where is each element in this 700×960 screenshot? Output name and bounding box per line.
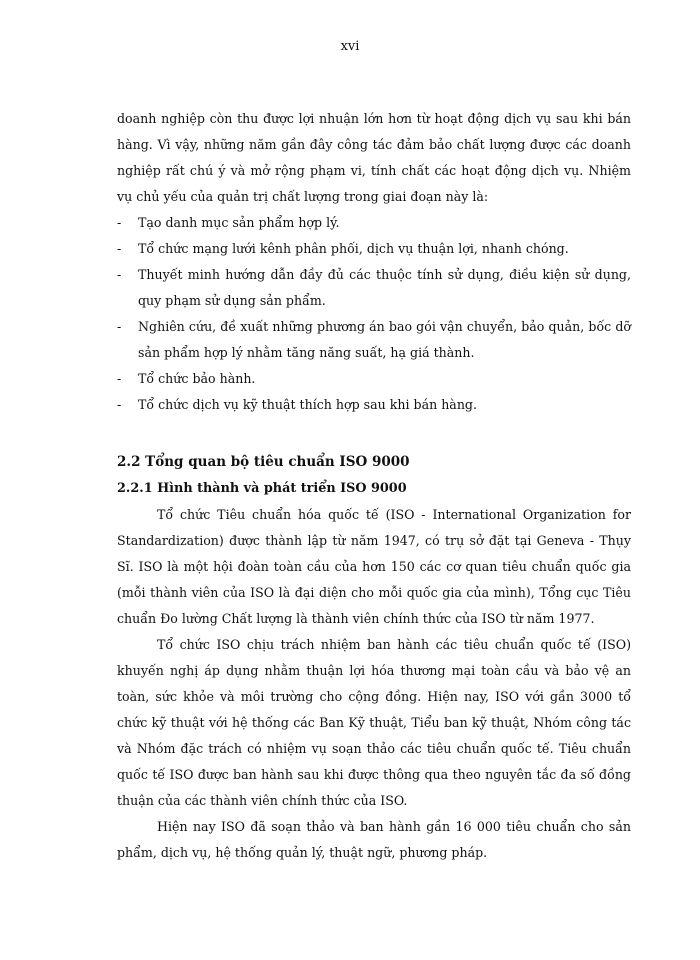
body-paragraph: Tổ chức Tiêu chuẩn hóa quốc tế (ISO - International Organization for Standardization) được thành lập từ năm 1947, có trụ sở đặt tại Geneva - Thụy Sĩ. ISO là một hội đoàn toàn cầu của hơn 150 các cơ quan tiêu chuẩn quốc gia (mỗi thành viên của ISO là đại diện cho mỗi quốc gia của mình), Tổng cục Tiêu chuẩn Đo lường Chất lượng là thành viên chính thức của ISO từ năm 1977.	[117, 507, 631, 626]
body-paragraph: Tổ chức ISO chịu trách nhiệm ban hành các tiêu chuẩn quốc tế (ISO) khuyến nghị áp dụng nhằm thuận lợi hóa thương mại toàn cầu và bảo vệ an toàn, sức khỏe và môi trường cho cộng đồng. Hiện nay, ISO với gần 3000 tổ chức kỹ thuật với hệ thống các Ban Kỹ thuật, Tiểu ban kỹ thuật, Nhóm công tác và Nhóm đặc trách có nhiệm vụ soạn thảo các tiêu chuẩn quốc tế. Tiêu chuẩn quốc tế ISO được ban hành sau khi được thông qua theo nguyên tắc đa số đồng thuận của các thành viên chính thức của ISO.	[117, 637, 631, 808]
list-item	[117, 210, 631, 236]
list-item-text: Tạo danh mục sản phẩm hợp lý.	[138, 215, 340, 230]
dash-bullet: -	[117, 371, 122, 386]
dash-bullet: -	[117, 267, 122, 282]
section-heading: 2.2 Tổng quan bộ tiêu chuẩn ISO 9000	[117, 454, 410, 470]
task-list	[117, 210, 631, 418]
list-item-text: Tổ chức mạng lưới kênh phân phối, dịch vụ thuận lợi, nhanh chóng.	[138, 241, 569, 256]
page-content	[117, 106, 631, 866]
dash-bullet: -	[117, 319, 122, 334]
dash-bullet: -	[117, 241, 122, 256]
page-number: xvi	[340, 39, 360, 54]
subsection-heading: 2.2.1 Hình thành và phát triển ISO 9000	[117, 481, 407, 496]
list-item	[117, 392, 631, 418]
list-item-text: Tổ chức dịch vụ kỹ thuật thích hợp sau khi bán hàng.	[138, 397, 477, 412]
list-item	[117, 262, 631, 314]
list-item	[117, 366, 631, 392]
dash-bullet: -	[117, 397, 122, 412]
list-item-text: Nghiên cứu, đề xuất những phương án bao gói vận chuyển, bảo quản, bốc dỡ sản phẩm hợp lý nhằm tăng năng suất, hạ giá thành.	[138, 319, 631, 360]
list-item	[117, 314, 631, 366]
body-paragraph: Hiện nay ISO đã soạn thảo và ban hành gần 16 000 tiêu chuẩn cho sản phẩm, dịch vụ, hệ thống quản lý, thuật ngữ, phương pháp.	[117, 819, 631, 860]
dash-bullet: -	[117, 215, 122, 230]
list-item-text: Tổ chức bảo hành.	[138, 371, 256, 386]
list-item	[117, 236, 631, 262]
intro-paragraph: doanh nghiệp còn thu được lợi nhuận lớn hơn từ hoạt động dịch vụ sau khi bán hàng. Vì vậy, những năm gần đây công tác đảm bảo chất lượng được các doanh nghiệp rất chú ý và mở rộng phạm vi, tính chất các hoạt động dịch vụ. Nhiệm vụ chủ yếu của quản trị chất lượng trong giai đoạn này là:	[117, 111, 631, 204]
list-item-text: Thuyết minh hướng dẫn đầy đủ các thuộc tính sử dụng, điều kiện sử dụng, quy phạm sử dụng sản phẩm.	[138, 267, 631, 308]
